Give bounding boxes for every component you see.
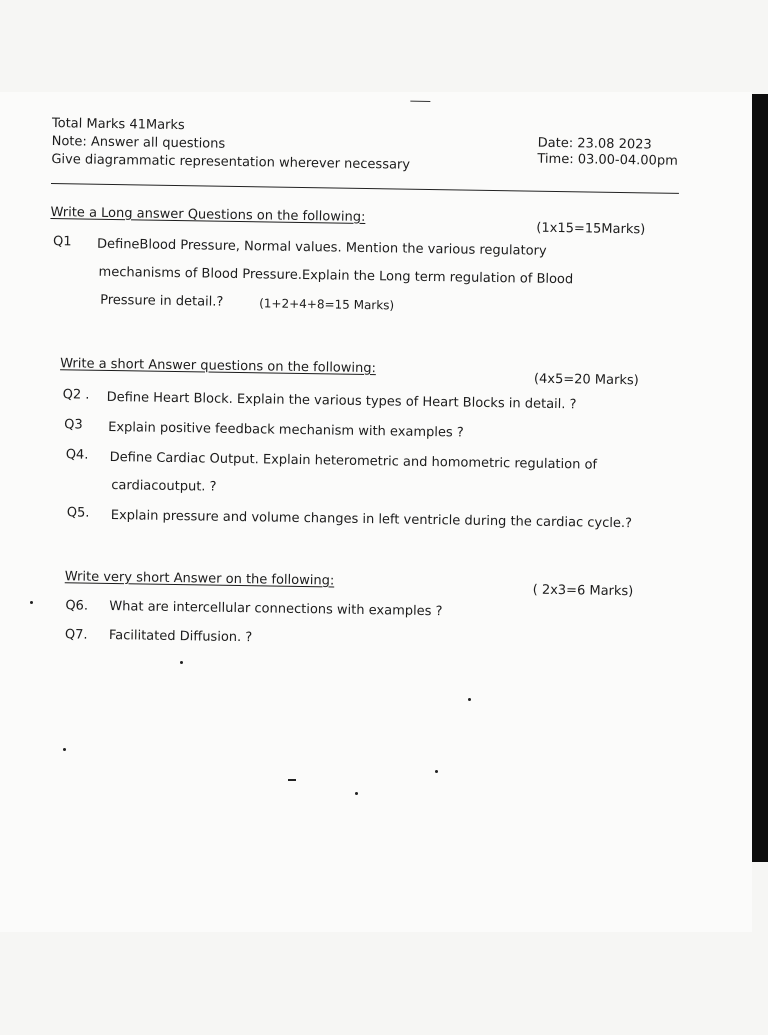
question-text: mechanisms of Blood Pressure.Explain the Long term regulation of Blood xyxy=(98,264,574,288)
scan-speck xyxy=(355,792,358,795)
question-number: Q1 xyxy=(52,234,72,250)
section-marks-short: (4x5=20 Marks) xyxy=(533,371,639,389)
question-marks-breakdown: (1+2+4+8=15 Marks) xyxy=(259,296,395,313)
question-text: What are intercellular connections with examples ? xyxy=(109,598,443,620)
top-mark xyxy=(410,101,430,102)
section-title-long: Write a Long answer Questions on the following: xyxy=(50,205,366,225)
section-marks-very-short: ( 2x3=6 Marks) xyxy=(532,582,634,600)
question-text: Define Cardiac Output. Explain heterometric and homometric regulation of xyxy=(109,449,598,473)
note: Note: Answer all questions xyxy=(51,134,226,152)
question-text: Pressure in detail.? xyxy=(100,292,224,310)
question-text: DefineBlood Pressure, Normal values. Mention the various regulatory xyxy=(96,236,547,259)
scan-speck xyxy=(30,601,33,604)
question-text: Facilitated Diffusion. ? xyxy=(108,627,253,646)
question-number: Q4. xyxy=(65,447,89,463)
scan-speck xyxy=(288,779,296,781)
section-title-short: Write a short Answer questions on the following: xyxy=(60,356,377,377)
section-title-very-short: Write very short Answer on the following: xyxy=(64,569,335,589)
question-number: Q2 . xyxy=(62,387,90,403)
scan-speck xyxy=(180,661,183,664)
question-number: Q7. xyxy=(64,627,88,643)
exam-date: Date: 23.08 2023 xyxy=(537,135,652,153)
question-number: Q3 xyxy=(64,417,83,433)
total-marks: Total Marks 41Marks xyxy=(51,116,185,134)
question-text: Explain positive feedback mechanism with examples ? xyxy=(108,419,464,441)
section-marks-long: (1x15=15Marks) xyxy=(536,220,646,238)
scan-speck xyxy=(63,748,66,751)
question-number: Q5. xyxy=(66,505,90,521)
question-text: cardiacoutput. ? xyxy=(111,478,217,495)
scan-speck xyxy=(435,770,438,773)
question-text: Explain pressure and volume changes in left ventricle during the cardiac cycle.? xyxy=(110,508,633,532)
header-rule xyxy=(51,183,679,194)
question-text: Define Heart Block. Explain the various types of Heart Blocks in detail. ? xyxy=(106,389,577,413)
scan-speck xyxy=(468,698,471,701)
scan-dark-edge xyxy=(752,94,768,862)
exam-time: Time: 03.00-04.00pm xyxy=(537,151,678,169)
instruction: Give diagrammatic representation wherever necessary xyxy=(51,152,411,173)
question-number: Q6. xyxy=(65,598,89,614)
